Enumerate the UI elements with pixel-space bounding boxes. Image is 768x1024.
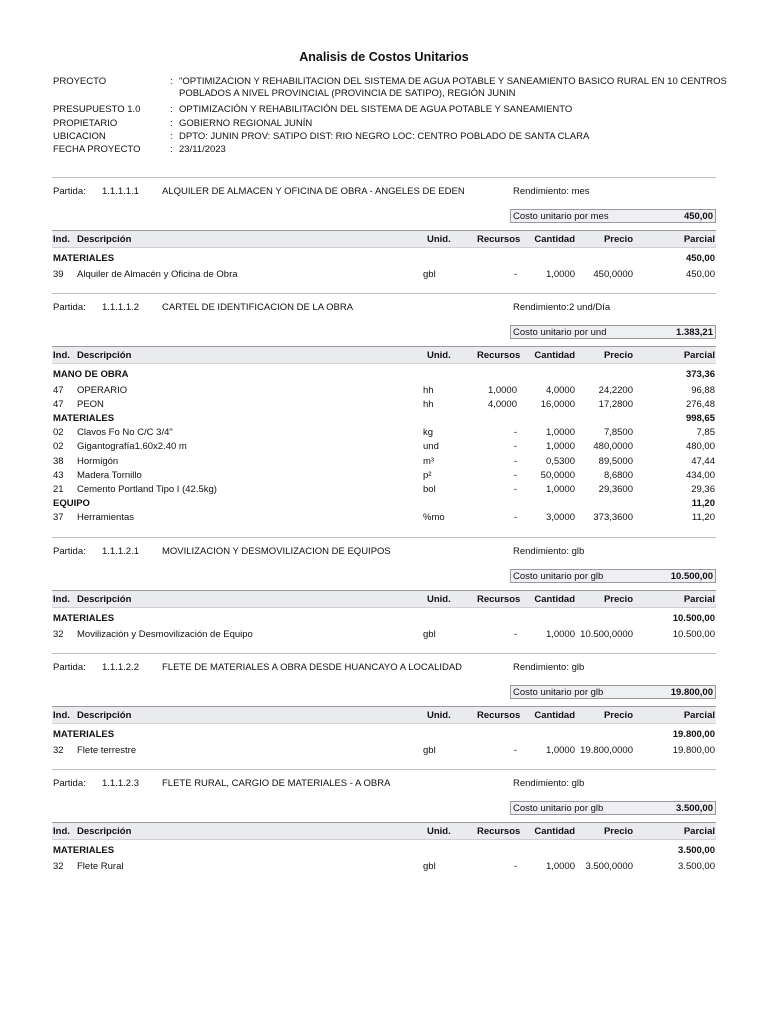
- unit-cost-label: Costo unitario por glb: [513, 571, 604, 582]
- header-colon: :: [170, 131, 173, 142]
- col-cantidad: Cantidad: [534, 826, 575, 837]
- item-precio: 450,0000: [593, 269, 633, 280]
- item-cantidad: 16,0000: [540, 399, 575, 411]
- table-row: [52, 456, 716, 469]
- category-name: MATERIALES: [53, 413, 115, 425]
- col-precio: Precio: [603, 710, 633, 721]
- col-ind: Ind.: [53, 594, 70, 605]
- partida-rendimiento: Rendimiento: glb: [513, 546, 585, 557]
- col-parcial: Parcial: [683, 350, 715, 361]
- unit-cost-label: Costo unitario por und: [513, 327, 607, 338]
- item-ind: 02: [53, 441, 64, 453]
- header-label-proyecto: PROYECTO: [53, 76, 107, 87]
- col-unid: Unid.: [427, 594, 451, 605]
- header-colon: :: [170, 144, 173, 155]
- category-row: [52, 253, 716, 266]
- partida-label: Partida:: [53, 778, 86, 789]
- col-cantidad: Cantidad: [534, 710, 575, 721]
- item-parcial: 480,00: [685, 441, 715, 453]
- item-descripcion: Hormigón: [77, 455, 119, 467]
- item-parcial: 434,00: [685, 469, 715, 481]
- item-descripcion: Alquiler de Almacén y Oficina de Obra: [77, 269, 238, 280]
- col-descripcion: Descripción: [77, 234, 132, 245]
- item-unid: p²: [423, 469, 432, 481]
- header-value-proyecto: "OPTIMIZACION Y REHABILITACION DEL SISTEMA DE AGUA POTABLE Y SANEAMIENTO BASICO RURAL EN 10 CENTROS: [179, 76, 727, 87]
- partida-rendimiento: Rendimiento: mes: [513, 186, 590, 197]
- item-precio: 3.500,0000: [585, 861, 633, 872]
- table-row: [52, 269, 716, 282]
- table-row: [52, 745, 716, 758]
- header-label-presupuesto: PRESUPUESTO 1.0: [53, 104, 141, 115]
- col-parcial: Parcial: [683, 710, 715, 721]
- item-parcial: 11,20: [691, 512, 715, 523]
- section-divider: [52, 537, 716, 538]
- unit-cost-label: Costo unitario por glb: [513, 803, 604, 814]
- col-recursos: Recursos: [477, 826, 521, 837]
- item-descripcion: Madera Tornillo: [77, 469, 142, 481]
- item-ind: 43: [53, 469, 64, 481]
- header-label-propietario: PROPIETARIO: [53, 118, 118, 129]
- item-cantidad: 1,0000: [545, 484, 575, 495]
- page-title: Analisis de Costos Unitarios: [299, 50, 469, 64]
- category-name: MATERIALES: [53, 729, 115, 740]
- item-cantidad: 4,0000: [545, 385, 575, 396]
- col-precio: Precio: [603, 234, 633, 245]
- header-colon: :: [170, 76, 173, 87]
- item-descripcion: OPERARIO: [77, 385, 128, 396]
- category-total: 11,20: [691, 498, 715, 509]
- col-cantidad: Cantidad: [534, 350, 575, 361]
- item-descripcion: Herramientas: [77, 512, 135, 523]
- col-ind: Ind.: [53, 826, 70, 837]
- item-descripcion: Clavos Fo No C/C 3/4": [77, 427, 173, 439]
- item-recursos: 1,0000: [487, 385, 517, 396]
- col-descripcion: Descripción: [77, 350, 132, 361]
- col-precio: Precio: [603, 594, 633, 605]
- item-ind: 39: [53, 269, 64, 280]
- col-parcial: Parcial: [683, 594, 715, 605]
- item-recursos: -: [513, 427, 517, 439]
- unit-cost-value: 1.383,21: [676, 327, 713, 338]
- partida-code: 1.1.1.2.2: [102, 662, 139, 673]
- item-cantidad: 1,0000: [545, 269, 575, 280]
- category-row: [52, 498, 716, 511]
- column-header-row: [52, 590, 716, 608]
- header-value-presupuesto: OPTIMIZACIÓN Y REHABILITACIÓN DEL SISTEMA DE AGUA POTABLE Y SANEAMIENTO: [179, 104, 573, 115]
- item-unid: hh: [423, 385, 434, 396]
- unit-cost-value: 450,00: [683, 211, 713, 222]
- item-parcial: 7,85: [696, 427, 715, 439]
- partida-rendimiento: Rendimiento:2 und/Día: [513, 302, 611, 313]
- item-unid: gbl: [423, 269, 436, 280]
- unit-cost-box: [510, 325, 716, 339]
- item-ind: 32: [53, 861, 64, 872]
- header-colon: :: [170, 118, 173, 129]
- unit-cost-box: [510, 685, 716, 699]
- table-row: [52, 399, 716, 412]
- table-row: [52, 385, 716, 398]
- col-precio: Precio: [603, 826, 633, 837]
- item-recursos: -: [513, 455, 517, 467]
- unit-cost-box: [510, 569, 716, 583]
- col-cantidad: Cantidad: [534, 234, 575, 245]
- item-ind: 38: [53, 455, 64, 467]
- item-precio: 29,3600: [598, 484, 633, 495]
- item-recursos: -: [513, 484, 517, 495]
- item-ind: 32: [53, 629, 64, 640]
- item-cantidad: 3,0000: [545, 512, 575, 523]
- item-parcial: 29,36: [691, 484, 715, 495]
- item-precio: 24,2200: [598, 385, 633, 396]
- item-unid: und: [423, 441, 439, 453]
- partida-rendimiento: Rendimiento: glb: [513, 778, 585, 789]
- col-precio: Precio: [603, 350, 633, 361]
- unit-cost-box: [510, 801, 716, 815]
- item-recursos: -: [513, 861, 517, 872]
- item-recursos: -: [513, 441, 517, 453]
- table-row: [52, 512, 716, 525]
- item-recursos: -: [513, 512, 517, 523]
- section-divider: [52, 769, 716, 770]
- partida-name: FLETE RURAL, CARGIO DE MATERIALES - A OBRA: [162, 778, 391, 789]
- category-total: 450,00: [685, 253, 715, 264]
- item-ind: 02: [53, 427, 64, 439]
- partida-label: Partida:: [53, 186, 86, 197]
- item-unid: hh: [423, 399, 434, 411]
- item-precio: 89,5000: [598, 455, 633, 467]
- header-colon: :: [170, 104, 173, 115]
- col-unid: Unid.: [427, 234, 451, 245]
- item-descripcion: PEON: [77, 399, 104, 411]
- item-unid: gbl: [423, 629, 436, 640]
- header-value-fecha: 23/11/2023: [179, 144, 226, 155]
- partida-code: 1.1.1.2.3: [102, 778, 139, 789]
- item-parcial: 19.800,00: [672, 745, 715, 756]
- column-header-row: [52, 822, 716, 840]
- partida-label: Partida:: [53, 302, 86, 313]
- table-row: [52, 470, 716, 483]
- column-header-row: [52, 230, 716, 248]
- header-label-ubicacion: UBICACION: [53, 131, 106, 142]
- partida-name: ALQUILER DE ALMACEN Y OFICINA DE OBRA - ANGELES DE EDEN: [162, 186, 465, 197]
- item-parcial: 10.500,00: [672, 629, 715, 640]
- category-row: [52, 413, 716, 426]
- item-cantidad: 1,0000: [545, 441, 575, 453]
- item-ind: 32: [53, 745, 64, 756]
- item-parcial: 3.500,00: [678, 861, 715, 872]
- item-unid: bol: [423, 484, 436, 495]
- item-cantidad: 50,0000: [540, 469, 575, 481]
- category-total: 19.800,00: [672, 729, 715, 740]
- table-row: [52, 427, 716, 440]
- item-recursos: 4,0000: [487, 399, 517, 411]
- item-cantidad: 1,0000: [545, 427, 575, 439]
- item-ind: 47: [53, 399, 64, 411]
- item-precio: 10.500,0000: [580, 629, 633, 640]
- item-ind: 37: [53, 512, 64, 523]
- item-precio: 480,0000: [593, 441, 633, 453]
- item-cantidad: 1,0000: [545, 745, 575, 756]
- col-parcial: Parcial: [683, 826, 715, 837]
- item-precio: 19.800,0000: [580, 745, 633, 756]
- col-recursos: Recursos: [477, 234, 521, 245]
- col-unid: Unid.: [427, 826, 451, 837]
- item-recursos: -: [513, 745, 517, 756]
- partida-label: Partida:: [53, 546, 86, 557]
- item-descripcion: Gigantografía1.60x2.40 m: [77, 441, 187, 453]
- column-header-row: [52, 346, 716, 364]
- partida-rendimiento: Rendimiento: glb: [513, 662, 585, 673]
- category-name: MATERIALES: [53, 253, 115, 264]
- item-descripcion: Flete terrestre: [77, 745, 137, 756]
- unit-cost-label: Costo unitario por mes: [513, 211, 609, 222]
- unit-cost-value: 19.800,00: [670, 687, 713, 698]
- category-total: 998,65: [685, 413, 715, 425]
- col-recursos: Recursos: [477, 350, 521, 361]
- column-header-row: [52, 706, 716, 724]
- category-row: [52, 369, 716, 382]
- item-ind: 21: [53, 484, 64, 495]
- item-unid: gbl: [423, 861, 436, 872]
- col-ind: Ind.: [53, 710, 70, 721]
- partida-name: FLETE DE MATERIALES A OBRA DESDE HUANCAYO A LOCALIDAD: [162, 662, 463, 673]
- category-name: MANO DE OBRA: [53, 369, 129, 380]
- col-unid: Unid.: [427, 710, 451, 721]
- item-cantidad: 1,0000: [545, 861, 575, 872]
- category-total: 10.500,00: [672, 613, 715, 624]
- item-precio: 7,8500: [603, 427, 633, 439]
- item-precio: 17,2800: [598, 399, 633, 411]
- category-row: [52, 729, 716, 742]
- col-recursos: Recursos: [477, 594, 521, 605]
- unit-cost-label: Costo unitario por glb: [513, 687, 604, 698]
- col-unid: Unid.: [427, 350, 451, 361]
- col-ind: Ind.: [53, 234, 70, 245]
- item-unid: kg: [423, 427, 434, 439]
- col-ind: Ind.: [53, 350, 70, 361]
- item-ind: 47: [53, 385, 64, 396]
- col-descripcion: Descripción: [77, 710, 132, 721]
- item-parcial: 450,00: [685, 269, 715, 280]
- col-descripcion: Descripción: [77, 826, 132, 837]
- item-precio: 8,6800: [603, 469, 633, 481]
- header-value-proyecto-line2: POBLADOS A NIVEL PROVINCIAL (PROVINCIA DE SATIPO), REGIÓN JUNIN: [179, 88, 516, 99]
- col-recursos: Recursos: [477, 710, 521, 721]
- col-cantidad: Cantidad: [534, 594, 575, 605]
- category-row: [52, 845, 716, 858]
- partida-code: 1.1.1.1.2: [102, 302, 139, 313]
- category-name: MATERIALES: [53, 613, 115, 624]
- partida-code: 1.1.1.1.1: [102, 186, 139, 197]
- section-divider: [52, 293, 716, 294]
- partida-name: CARTEL DE IDENTIFICACION DE LA OBRA: [162, 302, 354, 313]
- item-recursos: -: [513, 269, 517, 280]
- partida-code: 1.1.1.2.1: [102, 546, 139, 557]
- partida-name: MOVILIZACION Y DESMOVILIZACION DE EQUIPOS: [162, 546, 391, 557]
- header-label-fecha: FECHA PROYECTO: [53, 144, 141, 155]
- section-divider: [52, 653, 716, 654]
- partida-label: Partida:: [53, 662, 86, 673]
- item-precio: 373,3600: [593, 512, 633, 523]
- category-total: 3.500,00: [678, 845, 715, 856]
- item-unid: %mo: [423, 512, 445, 523]
- item-descripcion: Flete Rural: [77, 861, 124, 872]
- category-name: MATERIALES: [53, 845, 115, 856]
- category-total: 373,36: [685, 369, 715, 380]
- item-descripcion: Movilización y Desmovilización de Equipo: [77, 629, 253, 640]
- header-value-ubicacion: DPTO: JUNIN PROV: SATIPO DIST: RIO NEGRO LOC: CENTRO POBLADO DE SANTA CLARA: [179, 131, 590, 142]
- unit-cost-box: [510, 209, 716, 223]
- table-row: [52, 629, 716, 642]
- item-recursos: -: [513, 469, 517, 481]
- item-unid: m³: [423, 455, 435, 467]
- item-cantidad: 0,5300: [545, 455, 575, 467]
- section-divider: [52, 177, 716, 178]
- unit-cost-value: 3.500,00: [676, 803, 713, 814]
- category-name: EQUIPO: [53, 498, 90, 509]
- unit-cost-value: 10.500,00: [670, 571, 713, 582]
- header-value-propietario: GOBIERNO REGIONAL JUNÍN: [179, 118, 313, 129]
- item-parcial: 47,44: [691, 455, 715, 467]
- item-descripcion: Cemento Portland Tipo I (42.5kg): [77, 484, 217, 495]
- item-parcial: 96,88: [691, 385, 715, 396]
- item-recursos: -: [513, 629, 517, 640]
- table-row: [52, 441, 716, 454]
- table-row: [52, 861, 716, 874]
- col-parcial: Parcial: [683, 234, 715, 245]
- col-descripcion: Descripción: [77, 594, 132, 605]
- item-parcial: 276,48: [685, 399, 715, 411]
- table-row: [52, 484, 716, 497]
- category-row: [52, 613, 716, 626]
- item-unid: gbl: [423, 745, 436, 756]
- item-cantidad: 1,0000: [545, 629, 575, 640]
